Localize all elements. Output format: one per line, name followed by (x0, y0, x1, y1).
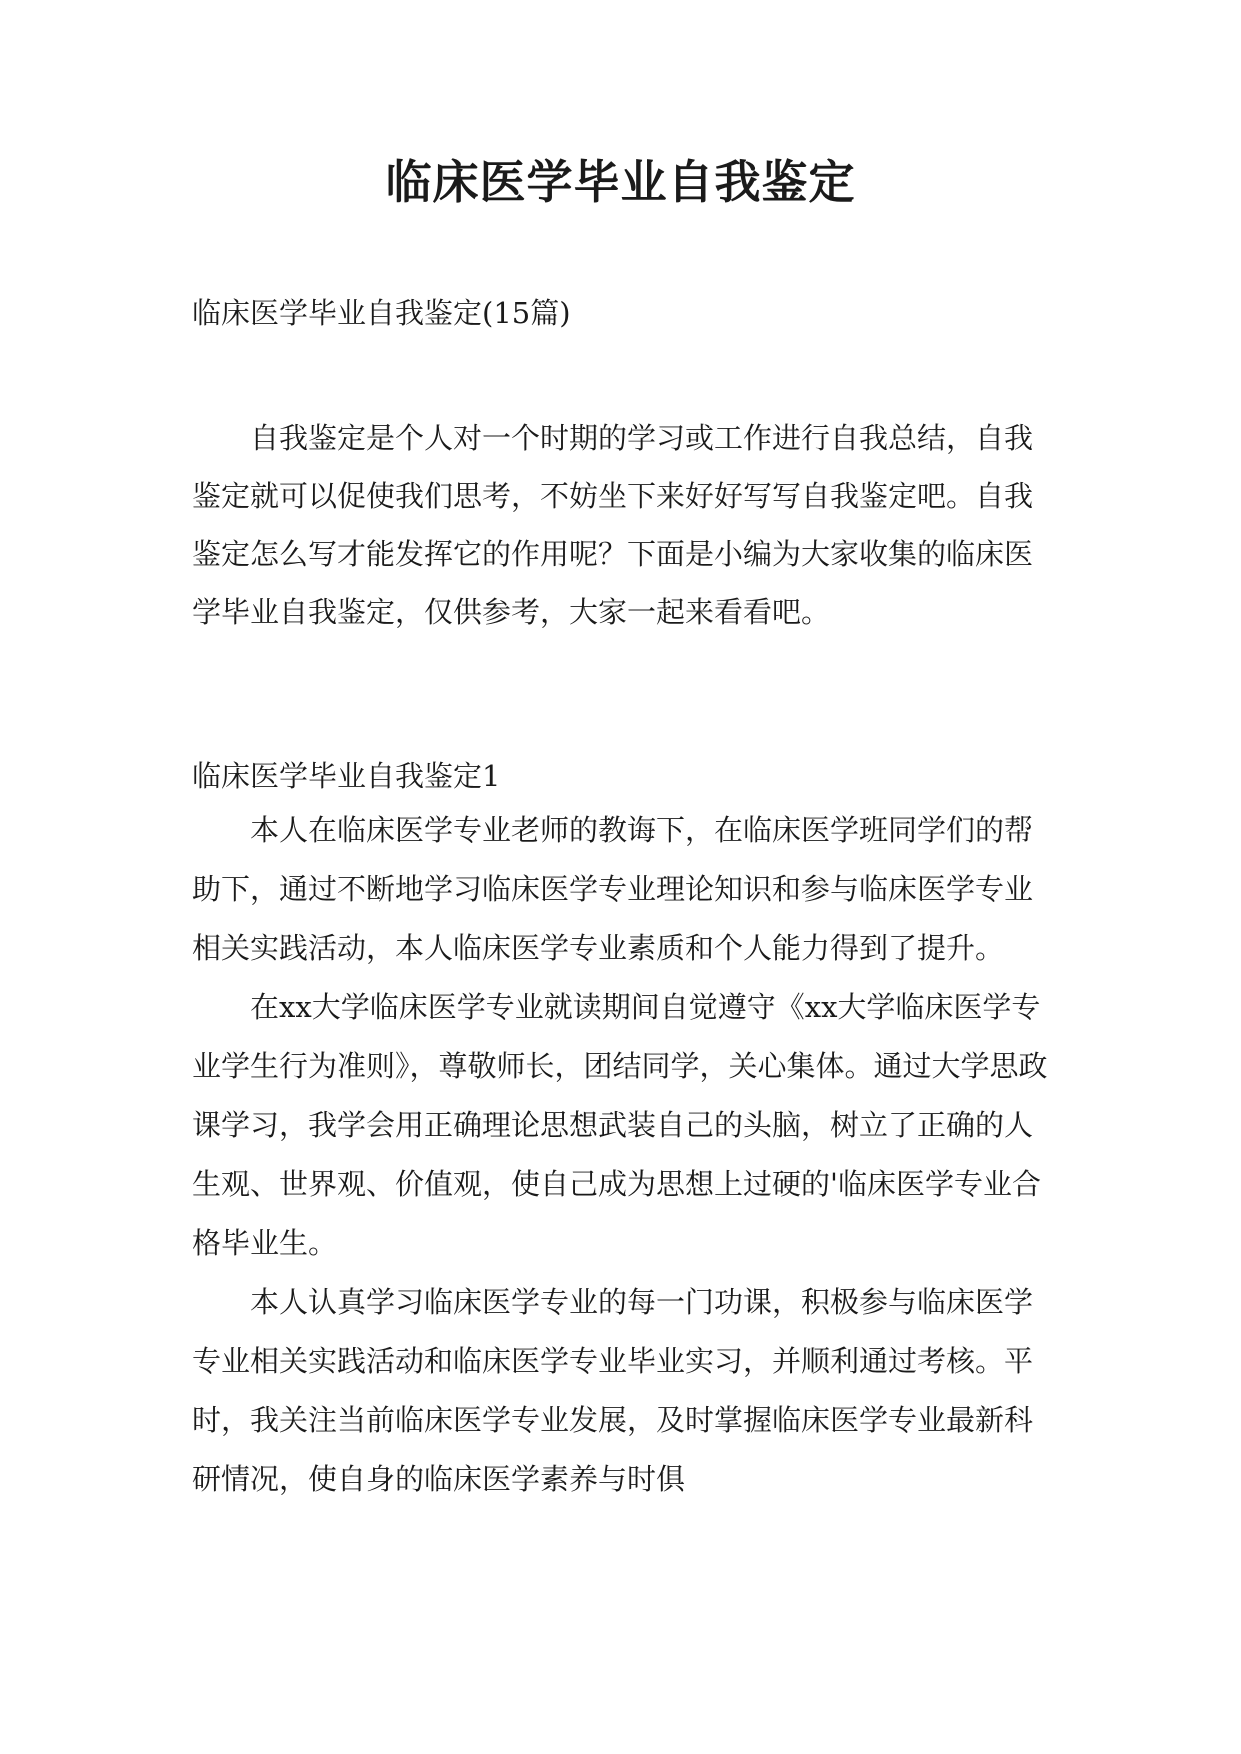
document-title: 临床医学毕业自我鉴定 (385, 155, 856, 209)
intro-paragraph: 自我鉴定是个人对一个时期的学习或工作进行自我总结，自我鉴定就可以促使我们思考，不妨坐下来好好写写自我鉴定吧。自我鉴定怎么写才能发挥它的作用呢？下面是小编为大家收集的临床医学毕业自我鉴定，仅供参考，大家一起来看看吧。 (192, 421, 1034, 629)
section-paragraph-1: 本人在临床医学专业老师的教诲下，在临床医学班同学们的帮助下，通过不断地学习临床医学专业理论知识和参与临床医学专业相关实践活动，本人临床医学专业素质和个人能力得到了提升。 (192, 813, 1034, 965)
section-1 (192, 756, 1058, 1509)
document-subtitle: 临床医学毕业自我鉴定(15篇) (192, 296, 571, 330)
section-paragraph-2: 在xx大学临床医学专业就读期间自觉遵守《xx大学临床医学专业学生行为准则》，尊敬师长，团结同学，关心集体。通过大学思政课学习，我学会用正确理论思想武装自己的头脑，树立了正确的人生观、世界观、价值观，使自己成为思想上过硬的'临床医学专业合格毕业生。 (192, 990, 1048, 1260)
section-heading: 临床医学毕业自我鉴定1 (192, 759, 501, 793)
section-paragraph-3: 本人认真学习临床医学专业的每一门功课，积极参与临床医学专业相关实践活动和临床医学专业毕业实习，并顺利通过考核。平时，我关注当前临床医学专业发展，及时掌握临床医学专业最新科研情况，使自身的临床医学素养与时俱 (192, 1285, 1034, 1496)
